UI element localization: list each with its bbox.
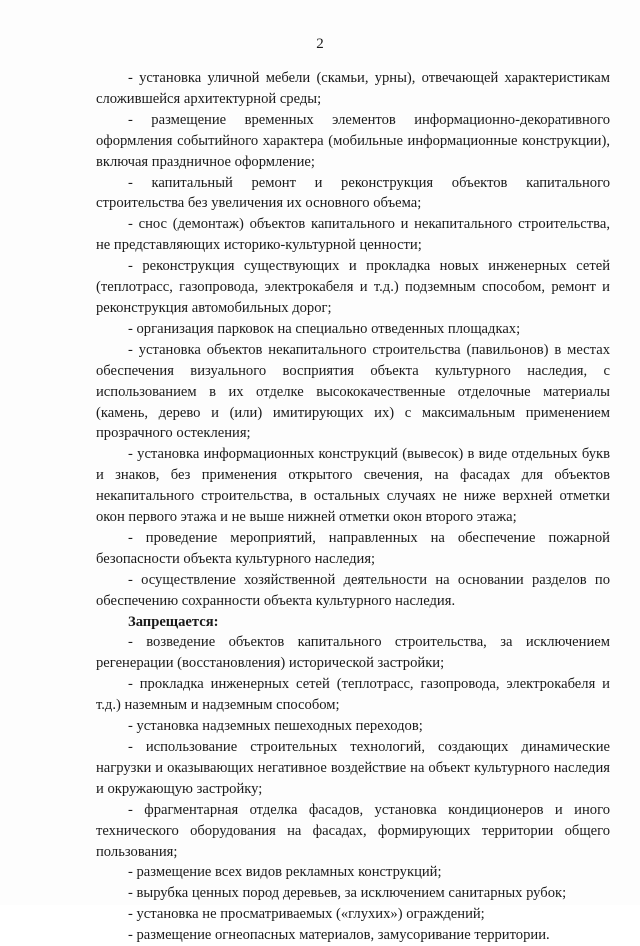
prohibited-item: - размещение всех видов рекламных конструкций; bbox=[128, 864, 442, 881]
prohibited-item: - вырубка ценных пород деревьев, за исключением санитарных рубок; bbox=[128, 885, 567, 902]
prohibited-item: - прокладка инженерных сетей (теплотрасс, газопровода, электрокабеля и т.д.) наземным и надземным способом; bbox=[96, 676, 610, 714]
prohibited-item: - возведение объектов капитального строительства, за исключением регенерации (восстановления) исторической застройки; bbox=[96, 634, 610, 672]
document-body bbox=[96, 68, 610, 946]
prohibited-item: - размещение огнеопасных материалов, замусоривание территории. bbox=[128, 927, 550, 944]
allowed-item: - установка объектов некапитального строительства (павильонов) в местах обеспечения визуального восприятия объекта культурного наследия, с использованием в их отделке высококачественные отделочные материалы (камень, дерево и (или) имитирующих их) с максимальным применением прозрачного остекления; bbox=[96, 341, 610, 442]
allowed-item: - осуществление хозяйственной деятельности на основании разделов по обеспечению сохранности объекта культурного наследия. bbox=[96, 571, 610, 609]
allowed-item: - снос (демонтаж) объектов капитального и некапитального строительства, не представляющих историко-культурной ценности; bbox=[96, 216, 610, 254]
allowed-item: - установка информационных конструкций (вывесок) в виде отдельных букв и знаков, без применения открытого свечения, на фасадах для объектов некапитального строительства, в остальных случаях не ниже верхней отметки окон первого этажа и не выше нижней отметки окон второго этажа; bbox=[96, 446, 610, 526]
prohibited-item: - фрагментарная отделка фасадов, установка кондиционеров и иного технического оборудования на фасадах, формирующих территории общего пользования; bbox=[96, 801, 610, 860]
allowed-item: - капитальный ремонт и реконструкция объектов капитального строительства без увеличения их основного объема; bbox=[96, 174, 610, 212]
page-number: 2 bbox=[316, 36, 324, 52]
allowed-item: - реконструкция существующих и прокладка новых инженерных сетей (теплотрасс, газопровода, электрокабеля и т.д.) подземным способом, ремонт и реконструкция автомобильных дорог; bbox=[96, 258, 610, 316]
prohibited-heading: Запрещается: bbox=[128, 613, 219, 630]
allowed-item: - установка уличной мебели (скамьи, урны), отвечающей характеристикам сложившейся архитектурной среды; bbox=[96, 70, 610, 107]
prohibited-item: - установка надземных пешеходных переходов; bbox=[128, 718, 423, 735]
allowed-item: - размещение временных элементов информационно-декоративного оформления событийного характера (мобильные информационные конструкции), включая праздничное оформление; bbox=[96, 111, 610, 170]
allowed-item: - организация парковок на специально отведенных площадках; bbox=[128, 320, 521, 337]
prohibited-item: - установка не просматриваемых («глухих») ограждений; bbox=[128, 906, 485, 923]
allowed-item: - проведение мероприятий, направленных на обеспечение пожарной безопасности объекта культурного наследия; bbox=[96, 529, 610, 567]
prohibited-item: - использование строительных технологий, создающих динамические нагрузки и оказывающих негативное воздействие на объект культурного наследия и окружающую застройку; bbox=[96, 739, 610, 797]
